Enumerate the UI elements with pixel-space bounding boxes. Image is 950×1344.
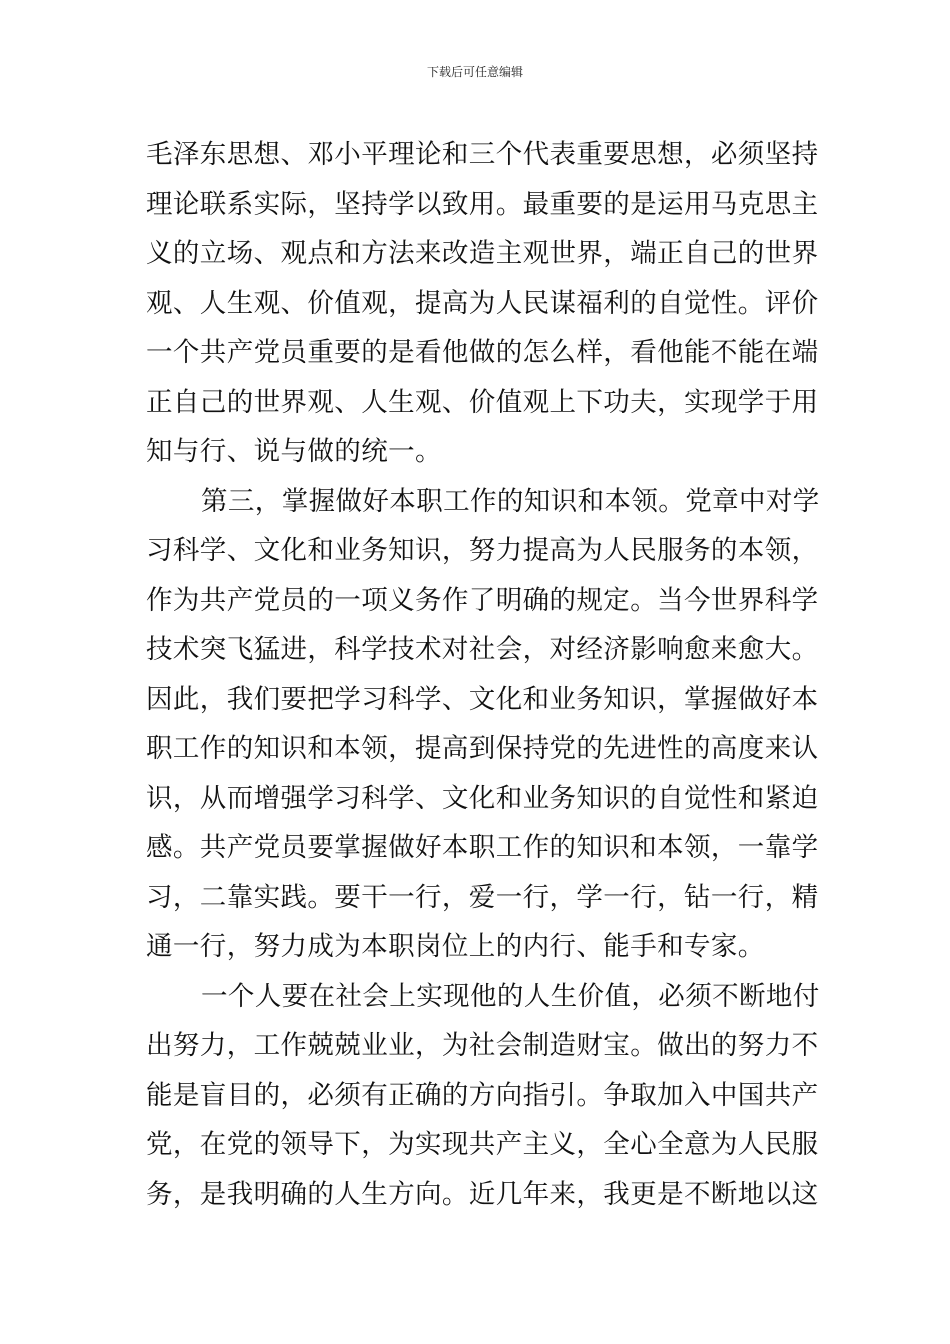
text-line: 能是盲目的，必须有正确的方向指引。争取加入中国共产 bbox=[146, 1079, 819, 1111]
text-line: 党，在党的领导下，为实现共产主义，全心全意为人民服 bbox=[146, 1129, 819, 1160]
text-line: 技术突飞猛进，科学技术对社会，对经济影响愈来愈大。 bbox=[146, 634, 819, 665]
paragraph-first-line: 一个人要在社会上实现他的人生价值，必须不断地付 bbox=[201, 980, 820, 1012]
text-line: 务，是我明确的人生方向。近几年来，我更是不断地以这 bbox=[146, 1178, 819, 1210]
text-line: 知与行、说与做的统一。 bbox=[146, 436, 442, 467]
text-line: 观、人生观、价值观，提高为人民谋福利的自觉性。评价 bbox=[146, 287, 819, 319]
text-line: 感。共产党员要掌握做好本职工作的知识和本领，一靠学 bbox=[146, 832, 819, 863]
text-line: 因此，我们要把学习科学、文化和业务知识，掌握做好本 bbox=[146, 683, 819, 715]
text-line: 职工作的知识和本领，提高到保持党的先进性的高度来认 bbox=[146, 733, 819, 764]
text-line: 一个共产党员重要的是看他做的怎么样，看他能不能在端 bbox=[146, 337, 819, 368]
text-line: 毛泽东思想、邓小平理论和三个代表重要思想，必须坚持 bbox=[146, 139, 819, 170]
text-line: 识，从而增强学习科学、文化和业务知识的自觉性和紧迫 bbox=[146, 782, 819, 814]
text-line: 出努力，工作兢兢业业，为社会制造财宝。做出的努力不 bbox=[146, 1030, 819, 1061]
text-line: 理论联系实际，坚持学以致用。最重要的是运用马克思主 bbox=[146, 188, 819, 220]
text-line: 习，二靠实践。要干一行，爱一行，学一行，钻一行，精 bbox=[146, 881, 819, 913]
text-line: 正自己的世界观、人生观、价值观上下功夫，实现学于用 bbox=[146, 386, 819, 418]
text-line: 习科学、文化和业务知识，努力提高为人民服务的本领， bbox=[146, 535, 819, 566]
text-line: 作为共产党员的一项义务作了明确的规定。当今世界科学 bbox=[146, 584, 819, 616]
document-body bbox=[146, 130, 820, 1219]
paragraph-first-line: 第三，掌握做好本职工作的知识和本领。党章中对学 bbox=[201, 485, 820, 517]
text-line: 通一行，努力成为本职岗位上的内行、能手和专家。 bbox=[146, 931, 765, 962]
page-header: 下载后可任意编辑 bbox=[426, 65, 523, 79]
text-line: 义的立场、观点和方法来改造主观世界，端正自己的世界 bbox=[146, 238, 819, 269]
